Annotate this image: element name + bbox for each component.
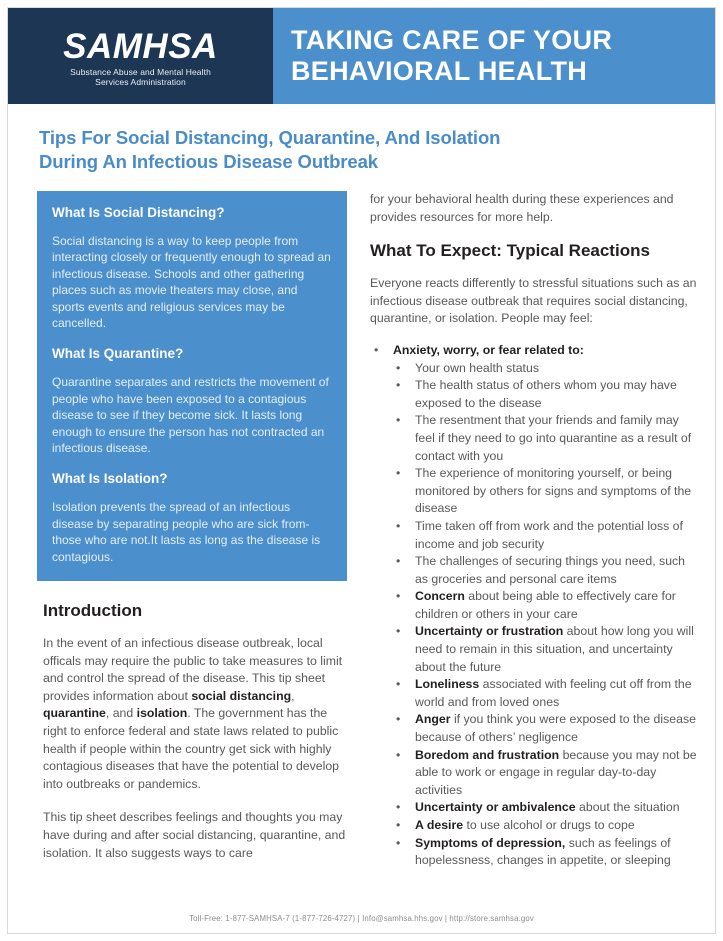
list-item [392,623,701,676]
list-item [392,377,701,412]
introduction-heading: Introduction [43,601,143,621]
intro-bold-quarantine: quarantine [43,706,106,721]
list-item-label: A desire [415,818,464,832]
document-footer: Toll-Free: 1-877-SAMHSA-7 (1-877-726-4727) | Info@samhsa.hhs.gov | http://store.samhsa.gov [189,914,534,923]
samhsa-logo-wordmark: SAMHSA [63,27,218,66]
header-title-line-1: TAKING CARE OF YOUR [291,25,613,55]
bullet-icon: • [396,589,401,604]
subtitle-line-2: During An Infectious Disease Outbreak [39,151,378,172]
bullet-icon: • [396,554,401,569]
document-subtitle [8,104,715,174]
body-columns [8,174,715,878]
left-column [37,191,347,878]
anxiety-sub-list [392,360,701,589]
list-item-text: associated with feeling cut off from the world and from loved ones [415,677,692,709]
list-item-text: Time taken off from work and the potential loss of income and job security [415,518,683,551]
list-item [392,835,701,870]
bullet-icon: • [396,818,401,832]
list-item [392,588,701,623]
isolation-heading: What Is Isolation? [52,471,168,487]
social-distancing-heading: What Is Social Distancing? [52,205,225,220]
list-item-text: about how long you will need to remain in this situation, and uncertainty about the future [415,624,694,674]
right-column [370,191,701,878]
intro-text-4: . The government has the right to enforce federal and state laws related to public health if people within the country get sick with highly contagious diseases that have the potential to develop into outbreaks or pandemics. [43,706,340,791]
logo-block [8,8,273,104]
bullet-icon: • [396,360,401,375]
introduction-paragraph-1 [43,635,347,793]
bullet-icon: • [374,342,379,357]
intro-bold-social-distancing: social distancing [191,688,292,703]
list-item [392,412,701,465]
definitions-box [37,191,347,581]
list-item [392,747,701,800]
bullet-icon: • [396,800,401,815]
list-item [392,799,701,817]
typical-reactions-lead-paragraph: Everyone reacts differently to stressful situations such as an infectious disease outbreak that requires social distancing, quarantine, or isolation. People may feel: [370,276,697,326]
quarantine-text: Quarantine separates and restricts the movement of people who have been exposed to a contagious disease to see if they become sick. It lasts long enough to ensure the person has not contracted an infectious disease. [52,375,329,456]
header-title-line-2: BEHAVIORAL HEALTH [291,56,588,86]
list-item-text: The health status of others whom you may have exposed to the disease [415,378,677,410]
bullet-icon: • [396,747,401,762]
bullet-icon: • [396,413,401,428]
list-item [392,817,701,835]
list-item-anxiety [370,342,701,360]
quarantine-heading: What Is Quarantine? [52,346,184,362]
bullet-icon: • [396,466,401,481]
bullet-icon: • [396,677,401,692]
list-item-label: Boredom and frustration [415,747,560,762]
bullet-icon: • [396,712,401,727]
list-item [392,360,701,378]
bullet-icon: • [396,518,401,533]
list-item-anxiety-label: Anxiety, worry, or fear related to: [393,342,584,357]
list-item-text: The experience of monitoring yourself, or being monitored by others for signs and symptoms of the disease [415,466,692,516]
logo-subtitle-line-1: Substance Abuse and Mental Health [70,67,211,77]
list-item-label: Anger [415,712,451,727]
what-to-expect-heading: What To Expect: Typical Reactions [370,241,650,261]
list-item [392,553,701,588]
list-item-text: about the situation [575,800,680,815]
list-item [392,676,701,711]
list-item-label: Uncertainty or ambivalence [415,800,576,815]
list-item-label: Symptoms of depression, [415,835,566,850]
intro-text-2: , [291,688,295,703]
list-item [392,465,701,518]
list-item-text: about being able to effectively care for children or others in your care [415,589,676,621]
list-item-text: The resentment that your friends and family may feel if they need to go into quarantine as a result of contact with you [415,413,692,463]
list-item-text: The challenges of securing things you need, such as groceries and personal care items [415,554,686,586]
logo-subtitle-line-2: Services Administration [95,77,186,87]
bullet-icon: • [396,835,401,850]
bullet-icon: • [396,378,401,393]
reactions-list [370,342,701,360]
list-item-text: to use alcohol or drugs to cope [463,818,635,832]
list-item [392,711,701,746]
list-item-label: Uncertainty or frustration [415,624,564,639]
introduction-paragraph-2: This tip sheet describes feelings and thoughts you may have during and after social distancing, quarantine, and isolation. It also suggests ways to care [43,810,346,860]
list-item-text: if you think you were exposed to the disease because of others’ negligence [415,712,696,745]
samhsa-logo-subtitle [70,67,211,87]
header-title-block [273,8,715,104]
list-item [392,518,701,553]
intro-text-3: , and [105,706,137,721]
document-page [7,7,716,934]
continuation-paragraph: for your behavioral health during these experiences and provides resources for more help. [370,192,674,224]
list-item-text: Your own health status [415,360,539,375]
intro-bold-isolation: isolation [136,706,188,721]
subtitle-line-1: Tips For Social Distancing, Quarantine, And Isolation [39,127,501,148]
list-item-label: Loneliness [415,677,480,692]
document-header [8,8,715,104]
list-item-text: because you may not be able to work or engage in regular day-to-day activities [415,747,697,797]
social-distancing-text: Social distancing is a way to keep people from interacting closely or frequently enough to spread an infectious disease. Schools and other gathering places such as movie theaters may close, and sports events and religious services may be cancelled. [52,234,331,331]
isolation-text: Isolation prevents the spread of an infectious disease by separating people who are sick from-those who are not.It lasts as long as the disease is contagious. [52,500,321,564]
reactions-main-list [392,588,701,870]
intro-text-1: In the event of an infectious disease outbreak, local officals may require the public to take measures to limit and control the spread of the disease. This tip sheet provides information about [43,636,343,703]
list-item-text: such as feelings of hopelessness, changes in appetite, or sleeping [415,835,671,868]
list-item-label: Concern [415,589,465,604]
bullet-icon: • [396,624,401,639]
